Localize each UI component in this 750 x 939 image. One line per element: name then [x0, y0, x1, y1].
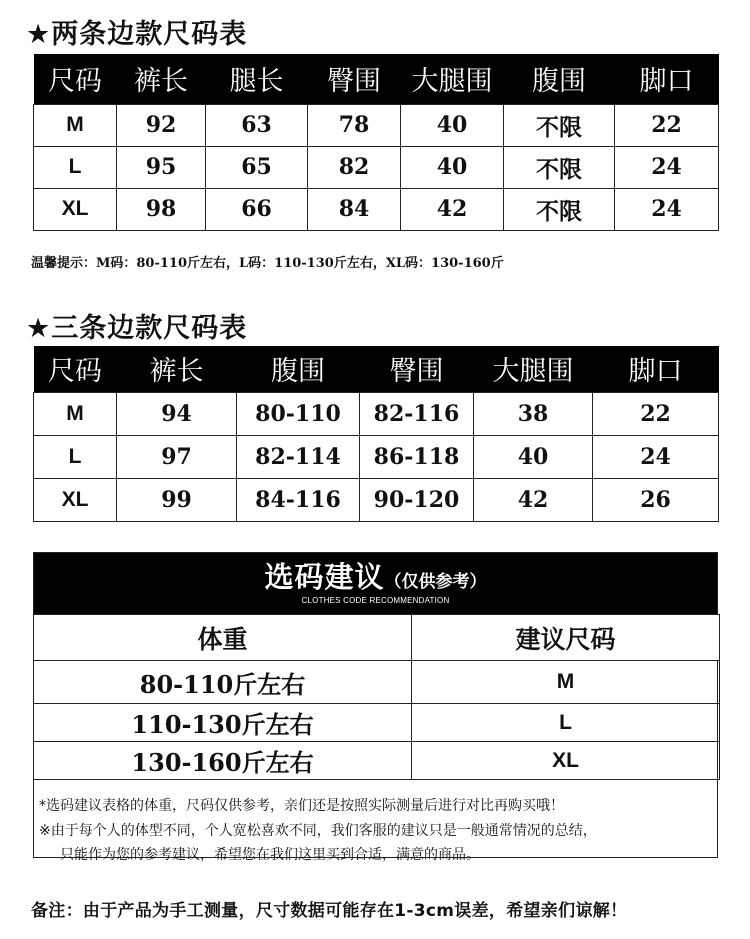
cell-size: M: [34, 392, 117, 435]
cell: 40: [401, 104, 504, 146]
cell-size: M: [412, 661, 720, 704]
recommendation-note-3: 只能作为您的参考建议，希望您在我们这里买到合适，满意的商品。: [60, 847, 480, 863]
size-table-three-stripe: [33, 346, 719, 522]
col-header-weight: 体重: [34, 615, 412, 661]
recommendation-subtitle: CLOTHES CODE RECOMMENDATION: [301, 596, 450, 605]
cell: 95: [117, 146, 206, 188]
table-row: [34, 661, 720, 704]
cell: 不限: [504, 188, 615, 230]
col-header-size: 尺码: [34, 54, 117, 104]
cell: 66: [206, 188, 308, 230]
table-row: [34, 188, 719, 230]
table-row: [34, 478, 719, 521]
cell: 80-110: [237, 392, 360, 435]
col-header-recommended-size: 建议尺码: [412, 615, 720, 661]
section2-title: ★三条边款尺码表: [26, 313, 248, 344]
cell: 38: [474, 392, 593, 435]
cell-size: L: [34, 146, 117, 188]
cell: 97: [117, 435, 237, 478]
cell: 42: [401, 188, 504, 230]
cell-size: M: [34, 104, 117, 146]
cell: 82-114: [237, 435, 360, 478]
cell: 42: [474, 478, 593, 521]
cell: 92: [117, 104, 206, 146]
table-row: [34, 146, 719, 188]
col-header-hem: 脚口: [615, 54, 719, 104]
cell: 24: [593, 435, 719, 478]
col-header-pants-length: 裤长: [117, 346, 237, 392]
cell: 63: [206, 104, 308, 146]
cell-size: XL: [412, 742, 720, 780]
recommendation-note-2: ※由于每个人的体型不同，个人宽松喜欢不同，我们客服的建议只是一般通常情况的总结，: [39, 823, 597, 839]
cell-size: L: [412, 704, 720, 742]
col-header-thigh: 大腿围: [474, 346, 593, 392]
cell: 不限: [504, 104, 615, 146]
col-header-hem: 脚口: [593, 346, 719, 392]
cell-size: XL: [34, 478, 117, 521]
col-header-thigh: 大腿围: [401, 54, 504, 104]
col-header-waist: 腹围: [237, 346, 360, 392]
cell: 40: [474, 435, 593, 478]
cell-size: XL: [34, 188, 117, 230]
table-row: [34, 742, 720, 780]
cell: 24: [615, 188, 719, 230]
table-row: [34, 104, 719, 146]
size-recommendation-panel: [33, 552, 718, 863]
col-header-hip: 臀围: [308, 54, 401, 104]
table-row: [34, 435, 719, 478]
cell: 26: [593, 478, 719, 521]
size-table-two-stripe: [33, 54, 719, 231]
cell: 82: [308, 146, 401, 188]
col-header-size: 尺码: [34, 346, 117, 392]
table-row: [34, 392, 719, 435]
cell: 98: [117, 188, 206, 230]
cell-size: L: [34, 435, 117, 478]
cell: 22: [615, 104, 719, 146]
cell: 24: [615, 146, 719, 188]
cell: 86-118: [360, 435, 474, 478]
cell: 78: [308, 104, 401, 146]
recommendation-title: [34, 555, 717, 596]
cell: 94: [117, 392, 237, 435]
cell: 99: [117, 478, 237, 521]
cell: 22: [593, 392, 719, 435]
col-header-hip: 臀围: [360, 346, 474, 392]
cell: 84-116: [237, 478, 360, 521]
weight-tip-note: 温馨提示：M码：80-110斤左右，L码：110-130斤左右，XL码：130-160斤: [31, 256, 504, 271]
col-header-leg-length: 腿长: [206, 54, 308, 104]
recommendation-title-paren: （仅供参考）: [384, 572, 487, 592]
table-row: [34, 704, 720, 742]
cell: 84: [308, 188, 401, 230]
cell: 65: [206, 146, 308, 188]
cell: 40: [401, 146, 504, 188]
section1-title: ★两条边款尺码表: [26, 19, 248, 50]
cell: 82-116: [360, 392, 474, 435]
cell-weight: 80-110斤左右: [34, 661, 412, 704]
col-header-pants-length: 裤长: [117, 54, 206, 104]
recommendation-note-1: *选码建议表格的体重，尺码仅供参考，亲们还是按照实际测量后进行对比再购买哦！: [39, 798, 564, 814]
cell-weight: 130-160斤左右: [34, 742, 412, 780]
recommendation-header: [34, 553, 717, 614]
cell: 90-120: [360, 478, 474, 521]
cell: 不限: [504, 146, 615, 188]
cell-weight: 110-130斤左右: [34, 704, 412, 742]
measurement-disclaimer: 备注：由于产品为手工测量，尺寸数据可能存在1-3cm误差，希望亲们谅解！: [31, 901, 628, 921]
recommendation-title-text: 选码建议: [264, 560, 385, 594]
recommendation-table: [33, 614, 720, 780]
col-header-waist: 腹围: [504, 54, 615, 104]
